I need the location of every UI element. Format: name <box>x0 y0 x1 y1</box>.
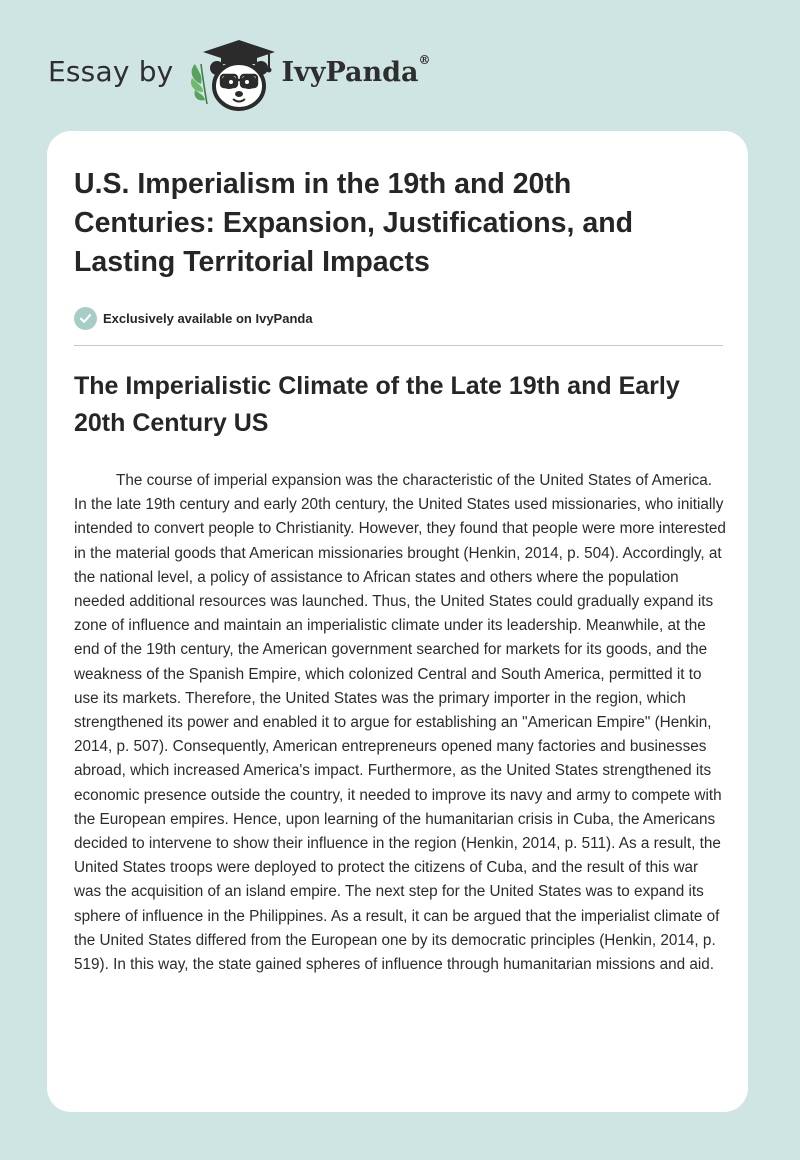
divider <box>74 345 723 346</box>
brand-text: IvyPanda <box>281 56 419 88</box>
exclusive-label: Exclusively available on IvyPanda <box>103 311 313 326</box>
essay-by-label: Essay by <box>48 54 174 88</box>
article-paragraph: The course of imperial expansion was the characteristic of the United States of America. In the late 19th century and early 20th century, the United States used missionaries, who initially intended to convert people to Christianity. However, they found that people were more interested in the material goods that American missionaries brought (Henkin, 2014, p. 504). Accordingly, at the national level, a policy of assistance to African states and others where the population needed additional resources was launched. Thus, the United States could gradually expand its zone of influence and maintain an imperialistic climate under its leadership. Meanwhile, at the end of the 19th century, the American government searched for markets for its goods, and the weakness of the Spanish Empire, which colonized Central and South America, permitted it to use its markets. Therefore, the United States was the primary importer in the region, which strengthened its power and enabled it to argue for establishing an "American Empire" (Henkin, 2014, p. 507). Consequently, American entrepreneurs opened many factories and businesses abroad, which increased America's impact. Furthermore, as the United States strengthened its economic presence outside the country, it needed to improve its navy and army to compete with the European empires. Hence, upon learning of the humanitarian crisis in Cuba, the Americans decided to intervene to show their influence in the region (Henkin, 2014, p. 511). As a result, the United States troops were deployed to protect the citizens of Cuba, and the result of this war was the acquisition of an island empire. The next step for the United States was to expand its sphere of influence in the Philippines. As a result, it can be argued that the imperialist climate of the United States differed from the European one by its democratic principles (Henkin, 2014, p. 519). In this way, the state gained spheres of influence through humanitarian missions and aid. <box>74 472 726 974</box>
site-header <box>48 34 431 114</box>
article-card <box>47 131 748 1112</box>
section-heading: The Imperialistic Climate of the Late 19th and Early 20th Century US <box>74 372 680 437</box>
checkmark-icon <box>74 307 97 330</box>
article-title: U.S. Imperialism in the 19th and 20th Centuries: Expansion, Justifications, and Lasting Territorial Impacts <box>74 168 634 278</box>
exclusive-badge <box>74 307 313 330</box>
brand-name[interactable] <box>281 52 431 88</box>
panda-logo-icon[interactable] <box>187 34 279 114</box>
registered-mark: ® <box>418 52 431 67</box>
